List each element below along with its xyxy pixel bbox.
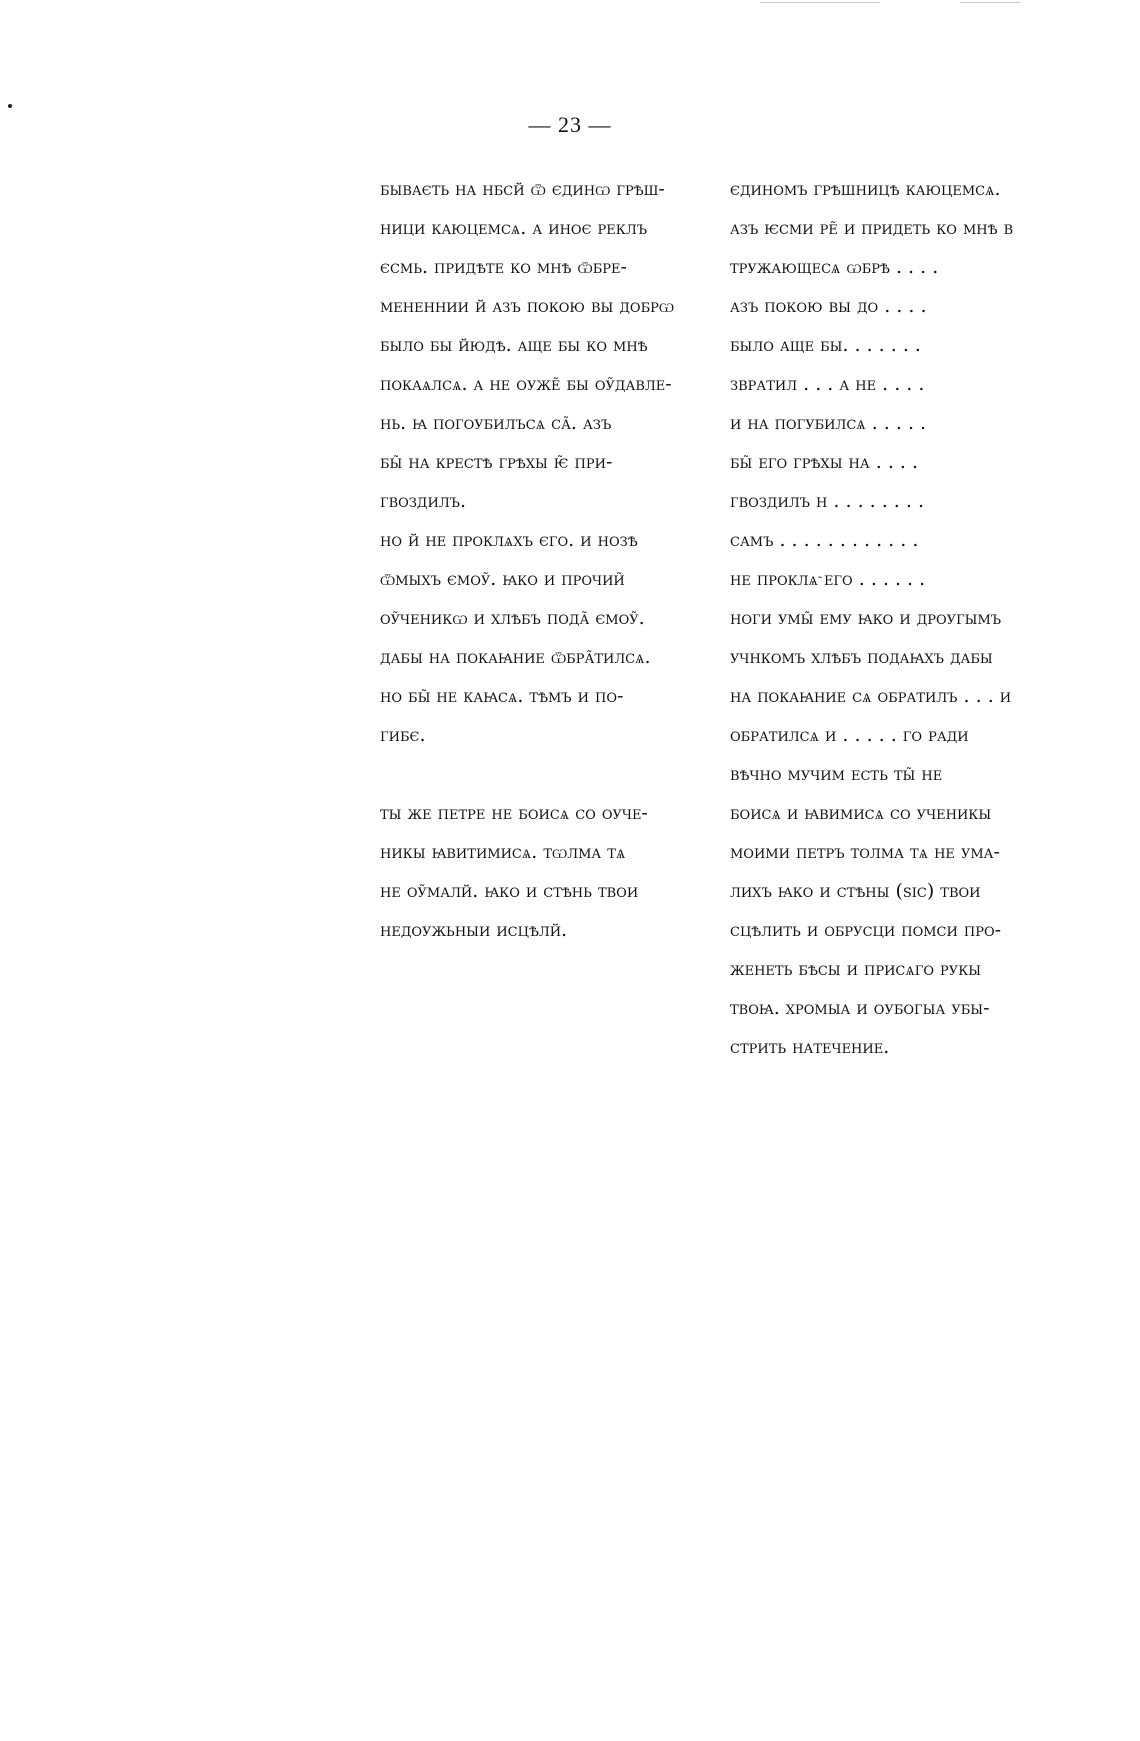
text-line: звратил . . . а не . . . . xyxy=(730,373,925,395)
text-line: но бы̃ не каꙗсѧ. тѣмъ и по- xyxy=(380,685,624,707)
text-line: сцѣлить и обрусци помси про- xyxy=(730,919,1002,941)
text-line: дабы на покаꙗние ѿбра̃тилсѧ. xyxy=(380,646,651,668)
text-line: гибє. xyxy=(380,724,426,746)
text-line: ноги умы̃ ему ꙗко и дроугымъ xyxy=(730,607,1002,629)
text-line: боисѧ и ꙗвимисѧ со ученикы xyxy=(730,802,992,824)
text-line: оу̃ченикѡ и хлѣбъ пода̃ ємоу̃. xyxy=(380,607,645,629)
text-line: вѣчно мучим есть ты̃ не xyxy=(730,763,943,785)
text-line: ты же петре не боисѧ со оуче- xyxy=(380,802,648,824)
text-line: тружающесѧ ѡбрѣ . . . . xyxy=(730,256,939,278)
text-line: было бы йюдѣ. аще бы ко мнѣ xyxy=(380,334,648,356)
scan-artifact-line xyxy=(960,2,1020,3)
text-line: азъ ѥсми ре̃ и придеть ко мнѣ в xyxy=(730,217,1014,239)
text-line: гвоздилъ н . . . . . . . . xyxy=(730,490,925,512)
text-line: учнкомъ хлѣбъ подаꙗхъ дабы xyxy=(730,646,993,668)
left-column-text xyxy=(380,170,705,950)
text-line: єсмь. придѣте ко мнѣ ѿбре- xyxy=(380,256,627,278)
text-line: обратилсѧ и . . . . . го ради xyxy=(730,724,969,746)
text-line: мененнии й азъ покою вы добрѡ xyxy=(380,295,675,317)
text-line: лихъ ꙗко и стѣны (sic) твои xyxy=(730,880,981,902)
scan-artifact-line xyxy=(760,2,880,3)
text-line: моими петръ толма тѧ не ума- xyxy=(730,841,1000,863)
text-line: єдиномъ грѣшницѣ каюцемсѧ. xyxy=(730,178,1001,200)
text-line: женеть бѣсы и присѧго рукы xyxy=(730,958,982,980)
text-line: бы̃ его грѣхы на . . . . xyxy=(730,451,919,473)
text-line: не проклѧ̃ его . . . . . . xyxy=(730,568,926,590)
page-number: — 23 — xyxy=(528,112,612,137)
paragraph-gap xyxy=(380,755,705,794)
text-line: но й не проклѧхъ єго. и нозѣ xyxy=(380,529,638,551)
text-line: твоꙗ. хромыа и оубогыа убы- xyxy=(730,997,990,1019)
text-line: бываєть на нбсй ѿ єдинѡ грѣш- xyxy=(380,178,665,200)
text-line: покаѧлсѧ. а не оуже̃ бы оу̃давле- xyxy=(380,373,672,395)
text-line: никы ꙗвитимисѧ. тѡлма тѧ xyxy=(380,841,626,863)
text-line: азъ покою вы до . . . . xyxy=(730,295,927,317)
text-line: бы̃ на крестѣ грѣхы ѥ̃ при- xyxy=(380,451,613,473)
text-line: на покаꙗние сѧ обратилъ . . . и xyxy=(730,685,1012,707)
text-line: стрить натечение. xyxy=(730,1036,890,1058)
text-line: было аще бы. . . . . . . xyxy=(730,334,921,356)
text-line: нь. ꙗ погоубилъсѧ са̃. азъ xyxy=(380,412,612,434)
text-line: ѿмыхъ ємоу̃. ꙗко и прочии̃ xyxy=(380,568,625,590)
scan-speck xyxy=(8,104,12,108)
right-column-text xyxy=(730,170,1058,1067)
text-line: гвоздилъ. xyxy=(380,490,467,512)
text-line: и на погубилсѧ . . . . . xyxy=(730,412,927,434)
text-line: самъ . . . . . . . . . . . . xyxy=(730,529,919,551)
text-line: ници каюцемсѧ. а иноє реклъ xyxy=(380,217,648,239)
text-line: недоужьныи исцѣлй. xyxy=(380,919,568,941)
text-line: не оу̃малй. ꙗко и стѣнь твои xyxy=(380,880,639,902)
